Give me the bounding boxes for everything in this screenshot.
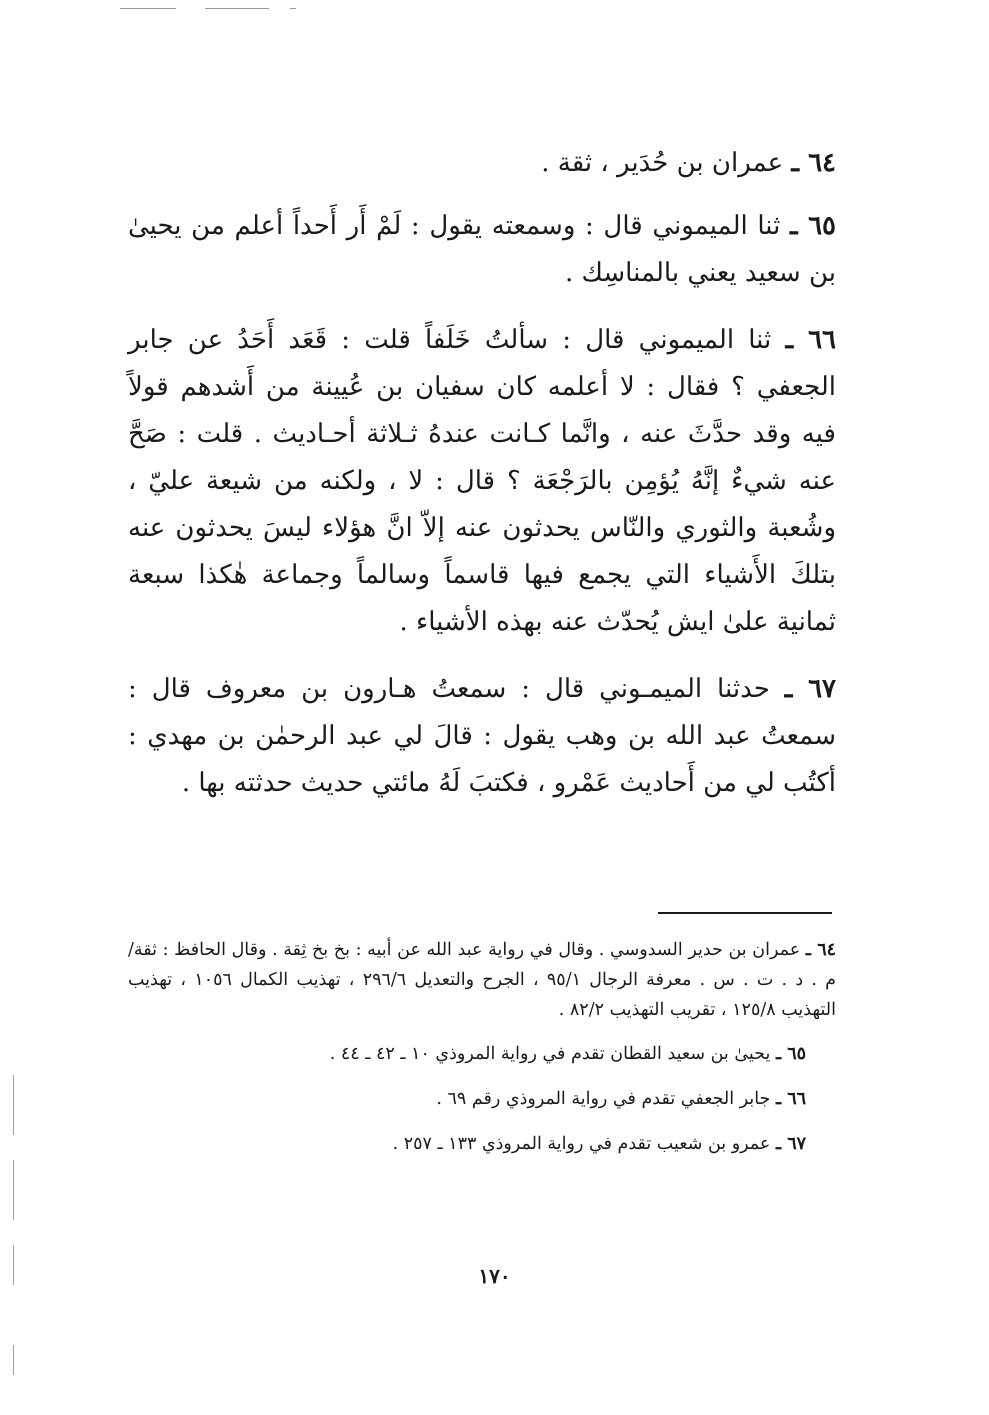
footnote-64 xyxy=(128,935,836,1025)
footnote-divider xyxy=(658,912,832,914)
footnote-text: عمران بن حدير السدوسي . وقال في رواية عبد الله عن أبيه : بخ بخ ثِقة . وقال الحافظ : ثقة/م . د . ت . س . معرفة الرجال ٩٥/١ ، الجرح والتعديل ٢٩٦/٦ ، تهذيب الكمال ١٠٥٦ ، تهذيب التهذيب ١٢٥/٨ ، تقريب التهذيب ٨٢/٢ . xyxy=(128,940,836,1020)
footnotes xyxy=(128,935,836,1174)
entry-66 xyxy=(128,317,836,646)
footnote-67 xyxy=(128,1129,836,1159)
footnote-65 xyxy=(128,1039,836,1069)
footnote-text: يحيىٰ بن سعيد القطان تقدم في رواية المروذي ١٠ ـ ٤٢ ـ ٤٤ . xyxy=(329,1044,771,1064)
entry-number: ٦٥ ـ xyxy=(790,211,837,241)
entry-67 xyxy=(128,666,836,807)
footnote-number: ٦٧ ـ xyxy=(775,1134,806,1154)
scan-mark xyxy=(120,8,176,9)
entry-number: ٦٧ ـ xyxy=(784,674,837,704)
scan-edge-line xyxy=(13,1345,14,1375)
footnote-text: عمرو بن شعيب تقدم في رواية المروذي ١٣٣ ـ ٢٥٧ . xyxy=(392,1134,771,1154)
entry-text: حدثنا الميمـوني قال : سمعتُ هـارون بن معروف قال : سمعتُ عبد الله بن وهب يقول : قالَ لي عبد الرحمٰن بن مهدي : أكتُب لي من أَحاديث عَمْرو ، فكتبَ لَهُ مائتي حديث حدثته بها . xyxy=(128,674,837,798)
scan-edge-line xyxy=(13,1160,14,1220)
footnote-number: ٦٦ ـ xyxy=(775,1089,806,1109)
entry-text: ثنا الميموني قال : سألتُ خَلَفاً قلت : قَعَد أَحَدُ عن جابر الجعفي ؟ فقال : لا أعلمه كان سفيان بن عُيينة من أَشدهم قولاً فيه وقد حدَّثَ عنه ، وانَّما كـانت عندهُ ثـلاثة أحـاديث . قلت : صَحَّ عنه شيءٌ إنَّهُ يُؤمِن بالرَجْعَة ؟ قال : لا ، ولكنه من شيعة عليّ ، وشُعبة والثوري والنّاس يحدثون عنه إلاّ انَّ هؤلاء ليسَ يحدثون عنه بتلكَ الأَشياء التي يجمع فيها قاسماً وسالماً وجماعة هٰكذا سبعة ثمانية علىٰ ايش يُحدّث عنه بهذه الأشياء . xyxy=(128,325,836,637)
scan-mark xyxy=(290,8,296,9)
entry-number: ٦٦ ـ xyxy=(785,325,837,355)
footnote-text: جابر الجعفي تقدم في رواية المروذي رقم ٦٩ . xyxy=(436,1089,771,1109)
main-text xyxy=(128,140,836,827)
entry-text: عمران بن حُدَير ، ثقة . xyxy=(541,148,784,178)
entry-text: ثنا الميموني قال : وسمعته يقول : لَمْ أَر أَحداً أعلم من يحيىٰ بن سعيد يعني بالمناسِك . xyxy=(128,211,836,288)
entry-65 xyxy=(128,203,836,297)
footnote-number: ٦٤ ـ xyxy=(805,940,836,960)
scan-mark xyxy=(205,8,269,9)
page-number: ١٧٠ xyxy=(478,1264,511,1288)
footnote-number: ٦٥ ـ xyxy=(775,1044,806,1064)
entry-number: ٦٤ ـ xyxy=(791,148,836,178)
scan-edge-line xyxy=(13,1075,14,1135)
entry-64 xyxy=(128,140,836,187)
footnote-66 xyxy=(128,1084,836,1114)
